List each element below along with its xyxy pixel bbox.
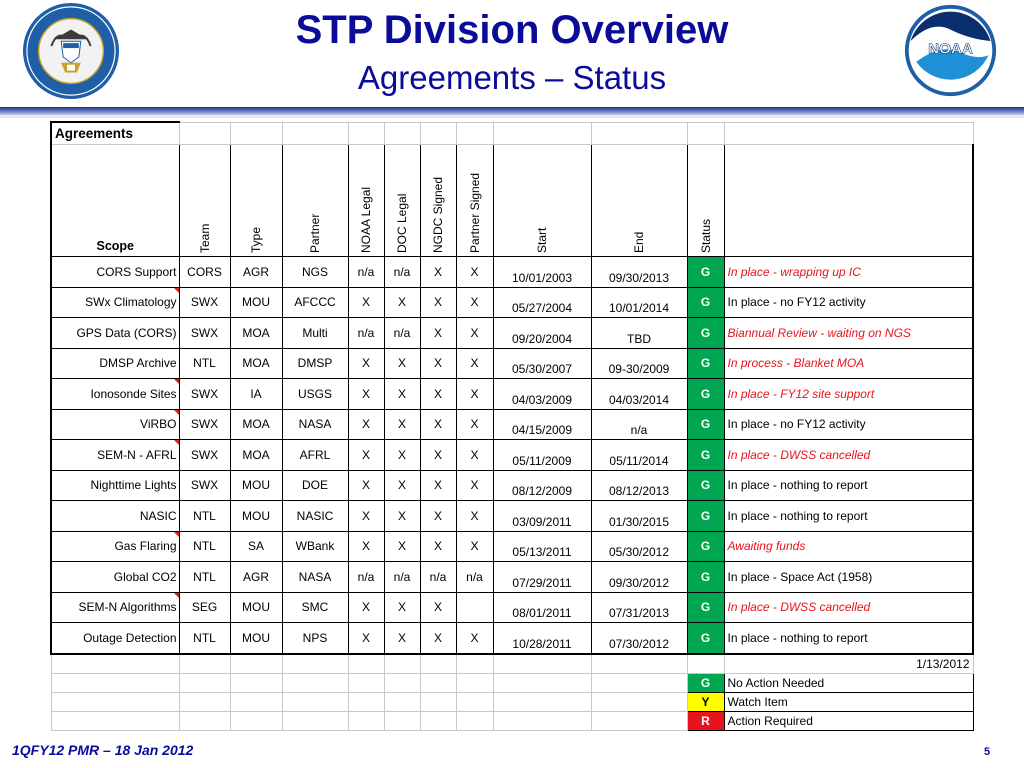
type-cell: MOU [230,287,282,318]
partner-cell: NPS [282,623,348,654]
footer-row [51,654,973,674]
end-date-cell: 05/30/2012 [591,531,687,562]
status-cell: G [687,318,724,349]
comment-cell: Awaiting funds [724,531,973,562]
type-cell: MOU [230,623,282,654]
page-number: 5 [984,746,991,758]
status-cell: G [687,623,724,654]
type-cell: MOU [230,592,282,623]
start-date-cell: 10/01/2003 [493,257,591,288]
team-cell: SWX [179,440,230,471]
status-cell: G [687,409,724,440]
noaa-legal-cell: X [348,440,384,471]
partner-cell: AFCCC [282,287,348,318]
status-cell: G [687,257,724,288]
start-date-cell: 05/13/2011 [493,531,591,562]
type-cell: MOA [230,318,282,349]
doc-legal-cell: X [384,531,420,562]
legend-key: R [687,711,724,730]
team-cell: SEG [179,592,230,623]
type-cell: MOU [230,501,282,532]
partner-signed-cell: X [456,287,493,318]
team-cell: NTL [179,348,230,379]
legend-label: No Action Needed [724,673,973,692]
end-date-cell: 10/01/2014 [591,287,687,318]
type-cell: MOA [230,348,282,379]
noaa-legal-cell: X [348,348,384,379]
partner-cell: DMSP [282,348,348,379]
column-header-start: Start [493,145,591,257]
column-header-doc-legal: DOC Legal [384,145,420,257]
noaa-legal-cell: n/a [348,257,384,288]
partner-cell: USGS [282,379,348,410]
team-cell: NTL [179,562,230,593]
end-date-cell: 08/12/2013 [591,470,687,501]
noaa-legal-cell: X [348,409,384,440]
comment-cell: In place - nothing to report [724,623,973,654]
partner-signed-cell: X [456,318,493,349]
partner-cell: SMC [282,592,348,623]
doc-legal-cell: X [384,623,420,654]
team-cell: SWX [179,287,230,318]
team-cell: SWX [179,318,230,349]
table-row [51,470,973,501]
agreements-table [50,121,974,731]
end-date-cell: 09/30/2013 [591,257,687,288]
type-cell: SA [230,531,282,562]
ngdc-signed-cell: X [420,409,456,440]
start-date-cell: 08/12/2009 [493,470,591,501]
end-date-cell: 09-30/2009 [591,348,687,379]
legend-label: Action Required [724,711,973,730]
table-row [51,287,973,318]
partner-signed-cell: X [456,440,493,471]
start-date-cell: 05/11/2009 [493,440,591,471]
partner-cell: NASA [282,409,348,440]
ngdc-signed-cell: X [420,623,456,654]
noaa-legal-cell: X [348,531,384,562]
table-row [51,379,973,410]
table-row [51,531,973,562]
scope-cell: DMSP Archive [51,348,179,379]
comment-cell: In place - no FY12 activity [724,287,973,318]
end-date-cell: 07/30/2012 [591,623,687,654]
table-row [51,440,973,471]
ngdc-signed-cell: X [420,531,456,562]
ngdc-signed-cell: X [420,318,456,349]
ngdc-signed-cell: X [420,592,456,623]
partner-signed-cell [456,592,493,623]
page-title: STP Division Overview [295,8,729,52]
column-header-type: Type [230,145,282,257]
column-header-noaa-legal: NOAA Legal [348,145,384,257]
header-divider [0,107,1024,115]
comment-cell: In process - Blanket MOA [724,348,973,379]
status-cell: G [687,592,724,623]
ngdc-signed-cell: X [420,287,456,318]
end-date-cell: 07/31/2013 [591,592,687,623]
type-cell: AGR [230,257,282,288]
table-row [51,318,973,349]
team-cell: NTL [179,501,230,532]
end-date-cell: TBD [591,318,687,349]
start-date-cell: 07/29/2011 [493,562,591,593]
type-cell: MOA [230,440,282,471]
scope-cell: Ionosonde Sites [51,379,179,410]
start-date-cell: 10/28/2011 [493,623,591,654]
doc-legal-cell: X [384,501,420,532]
doc-legal-cell: X [384,379,420,410]
ngdc-signed-cell: X [420,348,456,379]
type-cell: MOU [230,470,282,501]
partner-signed-cell: X [456,531,493,562]
partner-signed-cell: X [456,257,493,288]
doc-legal-cell: X [384,440,420,471]
type-cell: MOA [230,409,282,440]
team-cell: SWX [179,409,230,440]
comment-cell: In place - nothing to report [724,470,973,501]
column-header-partner-signed: Partner Signed [456,145,493,257]
status-cell: G [687,562,724,593]
start-date-cell: 04/03/2009 [493,379,591,410]
partner-cell: NASIC [282,501,348,532]
doc-legal-cell: X [384,348,420,379]
ngdc-signed-cell: X [420,257,456,288]
status-cell: G [687,440,724,471]
comment-cell: In place - Space Act (1958) [724,562,973,593]
end-date-cell: n/a [591,409,687,440]
scope-cell: NASIC [51,501,179,532]
noaa-legal-cell: X [348,287,384,318]
ngdc-signed-cell: X [420,501,456,532]
doc-legal-cell: n/a [384,318,420,349]
status-cell: G [687,501,724,532]
scope-cell: ViRBO [51,409,179,440]
end-date-cell: 01/30/2015 [591,501,687,532]
end-date-cell: 09/30/2012 [591,562,687,593]
start-date-cell: 05/27/2004 [493,287,591,318]
team-cell: NTL [179,531,230,562]
partner-signed-cell: n/a [456,562,493,593]
svg-text:NOAA: NOAA [928,40,973,58]
ngdc-signed-cell: X [420,379,456,410]
comment-cell: In place - DWSS cancelled [724,592,973,623]
comment-cell: In place - nothing to report [724,501,973,532]
status-cell: G [687,531,724,562]
team-cell: NTL [179,623,230,654]
table-row [51,592,973,623]
status-cell: G [687,470,724,501]
start-date-cell: 04/15/2009 [493,409,591,440]
partner-signed-cell: X [456,348,493,379]
comment-cell: In place - no FY12 activity [724,409,973,440]
team-cell: SWX [179,379,230,410]
status-cell: G [687,379,724,410]
doc-legal-cell: X [384,287,420,318]
legend-key: Y [687,692,724,711]
comment-cell: In place - FY12 site support [724,379,973,410]
partner-cell: NGS [282,257,348,288]
table-row [51,409,973,440]
footer-row [51,692,973,711]
footer-row [51,711,973,730]
column-header-ngdc-signed: NGDC Signed [420,145,456,257]
noaa-legal-cell: n/a [348,318,384,349]
doc-legal-cell: n/a [384,562,420,593]
legend-key: G [687,673,724,692]
partner-cell: DOE [282,470,348,501]
comment-cell: In place - wrapping up IC [724,257,973,288]
scope-cell: Global CO2 [51,562,179,593]
partner-cell: AFRL [282,440,348,471]
header-row [51,145,973,257]
doc-legal-cell: X [384,470,420,501]
column-header-comment [724,145,973,257]
noaa-legal-cell: X [348,623,384,654]
partner-signed-cell: X [456,409,493,440]
noaa-legal-cell: n/a [348,562,384,593]
type-cell: IA [230,379,282,410]
start-date-cell: 05/30/2007 [493,348,591,379]
ngdc-signed-cell: X [420,440,456,471]
footer-text: 1QFY12 PMR – 18 Jan 2012 [12,742,194,758]
comment-cell: In place - DWSS cancelled [724,440,973,471]
section-row [51,122,973,145]
column-header-scope: Scope [51,145,179,257]
start-date-cell: 08/01/2011 [493,592,591,623]
noaa-legal-cell: X [348,470,384,501]
partner-signed-cell: X [456,501,493,532]
doc-legal-cell: X [384,592,420,623]
table-row [51,562,973,593]
end-date-cell: 05/11/2014 [591,440,687,471]
page-subtitle: Agreements – Status [357,59,667,96]
partner-cell: Multi [282,318,348,349]
column-header-end: End [591,145,687,257]
partner-cell: NASA [282,562,348,593]
noaa-legal-cell: X [348,379,384,410]
status-cell: G [687,348,724,379]
scope-cell: GPS Data (CORS) [51,318,179,349]
doc-legal-cell: n/a [384,257,420,288]
table-row [51,501,973,532]
table-row [51,623,973,654]
scope-cell: CORS Support [51,257,179,288]
start-date-cell: 03/09/2011 [493,501,591,532]
scope-cell: Nighttime Lights [51,470,179,501]
type-cell: AGR [230,562,282,593]
column-header-partner: Partner [282,145,348,257]
partner-signed-cell: X [456,379,493,410]
partner-signed-cell: X [456,470,493,501]
scope-cell: SEM-N - AFRL [51,440,179,471]
ngdc-signed-cell: n/a [420,562,456,593]
as-of-date: 1/13/2012 [724,654,973,674]
team-cell: CORS [179,257,230,288]
ngdc-signed-cell: X [420,470,456,501]
table-row [51,257,973,288]
table-row [51,348,973,379]
partner-signed-cell: X [456,623,493,654]
legend-label: Watch Item [724,692,973,711]
section-label: Agreements [51,122,179,145]
noaa-legal-cell: X [348,592,384,623]
status-cell: G [687,287,724,318]
header-divider-light [0,115,1024,118]
doc-legal-cell: X [384,409,420,440]
scope-cell: SEM-N Algorithms [51,592,179,623]
scope-cell: Outage Detection [51,623,179,654]
end-date-cell: 04/03/2014 [591,379,687,410]
team-cell: SWX [179,470,230,501]
column-header-team: Team [179,145,230,257]
comment-cell: Biannual Review - waiting on NGS [724,318,973,349]
footer-row [51,673,973,692]
column-header-status: Status [687,145,724,257]
scope-cell: Gas Flaring [51,531,179,562]
noaa-legal-cell: X [348,501,384,532]
start-date-cell: 09/20/2004 [493,318,591,349]
partner-cell: WBank [282,531,348,562]
scope-cell: SWx Climatology [51,287,179,318]
